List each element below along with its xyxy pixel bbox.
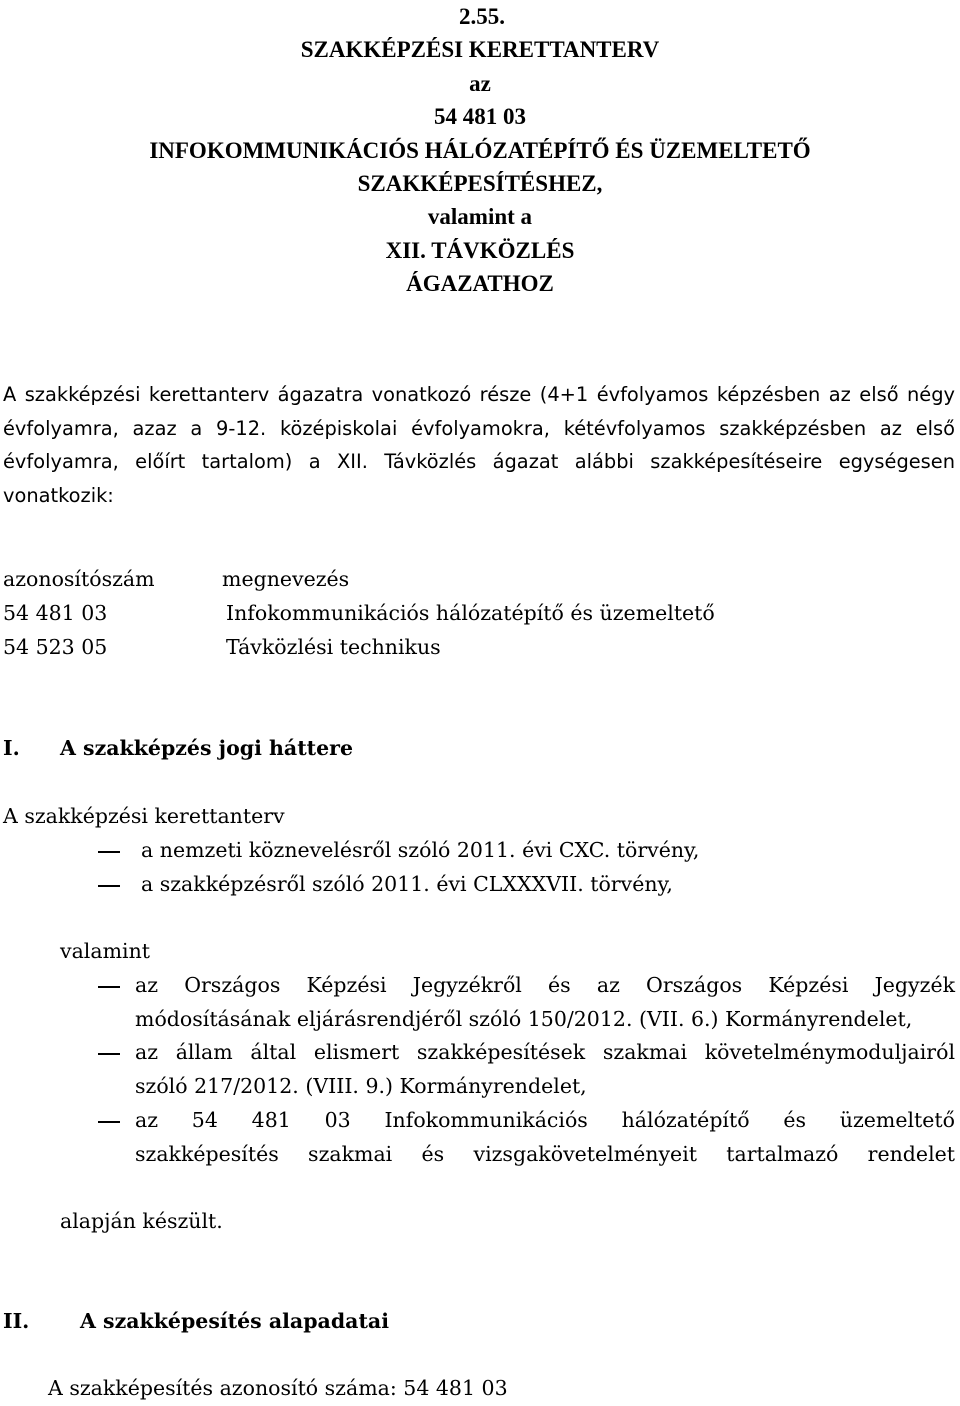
- title-line: az: [469, 70, 491, 96]
- table-row-name: Távközlési technikus: [226, 635, 441, 659]
- qualification-id-line: A szakképesítés azonosító száma: 54 481 03: [48, 1376, 508, 1400]
- title-line: SZAKKÉPZÉSI KERETTANTERV: [300, 37, 660, 63]
- section1-intro: A szakképzési kerettanterv: [3, 804, 285, 828]
- law-item: a nemzeti köznevelésről szóló 2011. évi CXC. törvény,: [141, 838, 700, 862]
- title-line: valamint a: [427, 204, 533, 230]
- regulation-line: az 54 481 03 Infokommunikációs hálózatépítő és üzemeltető: [135, 1108, 955, 1132]
- table-header-id: azonosítószám: [3, 567, 155, 591]
- table-row-id: 54 481 03: [3, 601, 108, 625]
- regulation-line: szóló 217/2012. (VIII. 9.) Kormányrendelet,: [135, 1074, 587, 1098]
- valamint-label: valamint: [60, 939, 151, 963]
- section1-number: I.: [3, 736, 20, 760]
- section2-heading: A szakképesítés alapadatai: [80, 1309, 389, 1333]
- document-title: [0, 0, 960, 301]
- list-dash: [98, 986, 120, 988]
- law-item: a szakképzésről szóló 2011. évi CLXXXVII. törvény,: [141, 872, 673, 896]
- table-row-id: 54 523 05: [3, 635, 108, 659]
- table-header-name: megnevezés: [222, 567, 350, 591]
- title-line: ÁGAZATHOZ: [406, 271, 554, 297]
- regulation-line: az Országos Képzési Jegyzékről és az Országos Képzési Jegyzék: [135, 973, 955, 997]
- regulation-line: módosításának eljárásrendjéről szóló 150/2012. (VII. 6.) Kormányrendelet,: [135, 1007, 913, 1031]
- list-dash: [98, 1121, 120, 1123]
- title-line: 54 481 03: [434, 104, 526, 130]
- regulation-line: szakképesítés szakmai és vizsgakövetelményeit tartalmazó rendelet: [135, 1142, 955, 1166]
- section2-number: II.: [3, 1309, 30, 1333]
- list-dash: [98, 1053, 120, 1055]
- title-line: INFOKOMMUNIKÁCIÓS HÁLÓZATÉPÍTŐ ÉS ÜZEMELTETŐ: [149, 137, 811, 163]
- table-row-name: Infokommunikációs hálózatépítő és üzemeltető: [226, 601, 715, 625]
- intro-paragraph: A szakképzési kerettanterv ágazatra vonatkozó része (4+1 évfolyamos képzésben az első négy évfolyamra, azaz a 9-12. középiskolai évfolyamokra, kétévfolyamos szakképzésben az első évfolyamra, előírt tartalom) a XII. Távközlés ágazat alábbi szakképesítéseire egységesen vonatkozik:: [3, 383, 955, 507]
- section1-heading: A szakképzés jogi háttere: [60, 736, 354, 760]
- title-number: 2.55.: [459, 4, 505, 29]
- regulation-line: az állam által elismert szakképesítések szakmai követelménymoduljairól: [135, 1040, 955, 1064]
- title-line: XII. TÁVKÖZLÉS: [385, 237, 575, 263]
- list-dash: [98, 885, 120, 887]
- title-line: SZAKKÉPESÍTÉSHEZ,: [357, 171, 603, 197]
- list-dash: [98, 851, 120, 853]
- closing-text: alapján készült.: [60, 1209, 223, 1233]
